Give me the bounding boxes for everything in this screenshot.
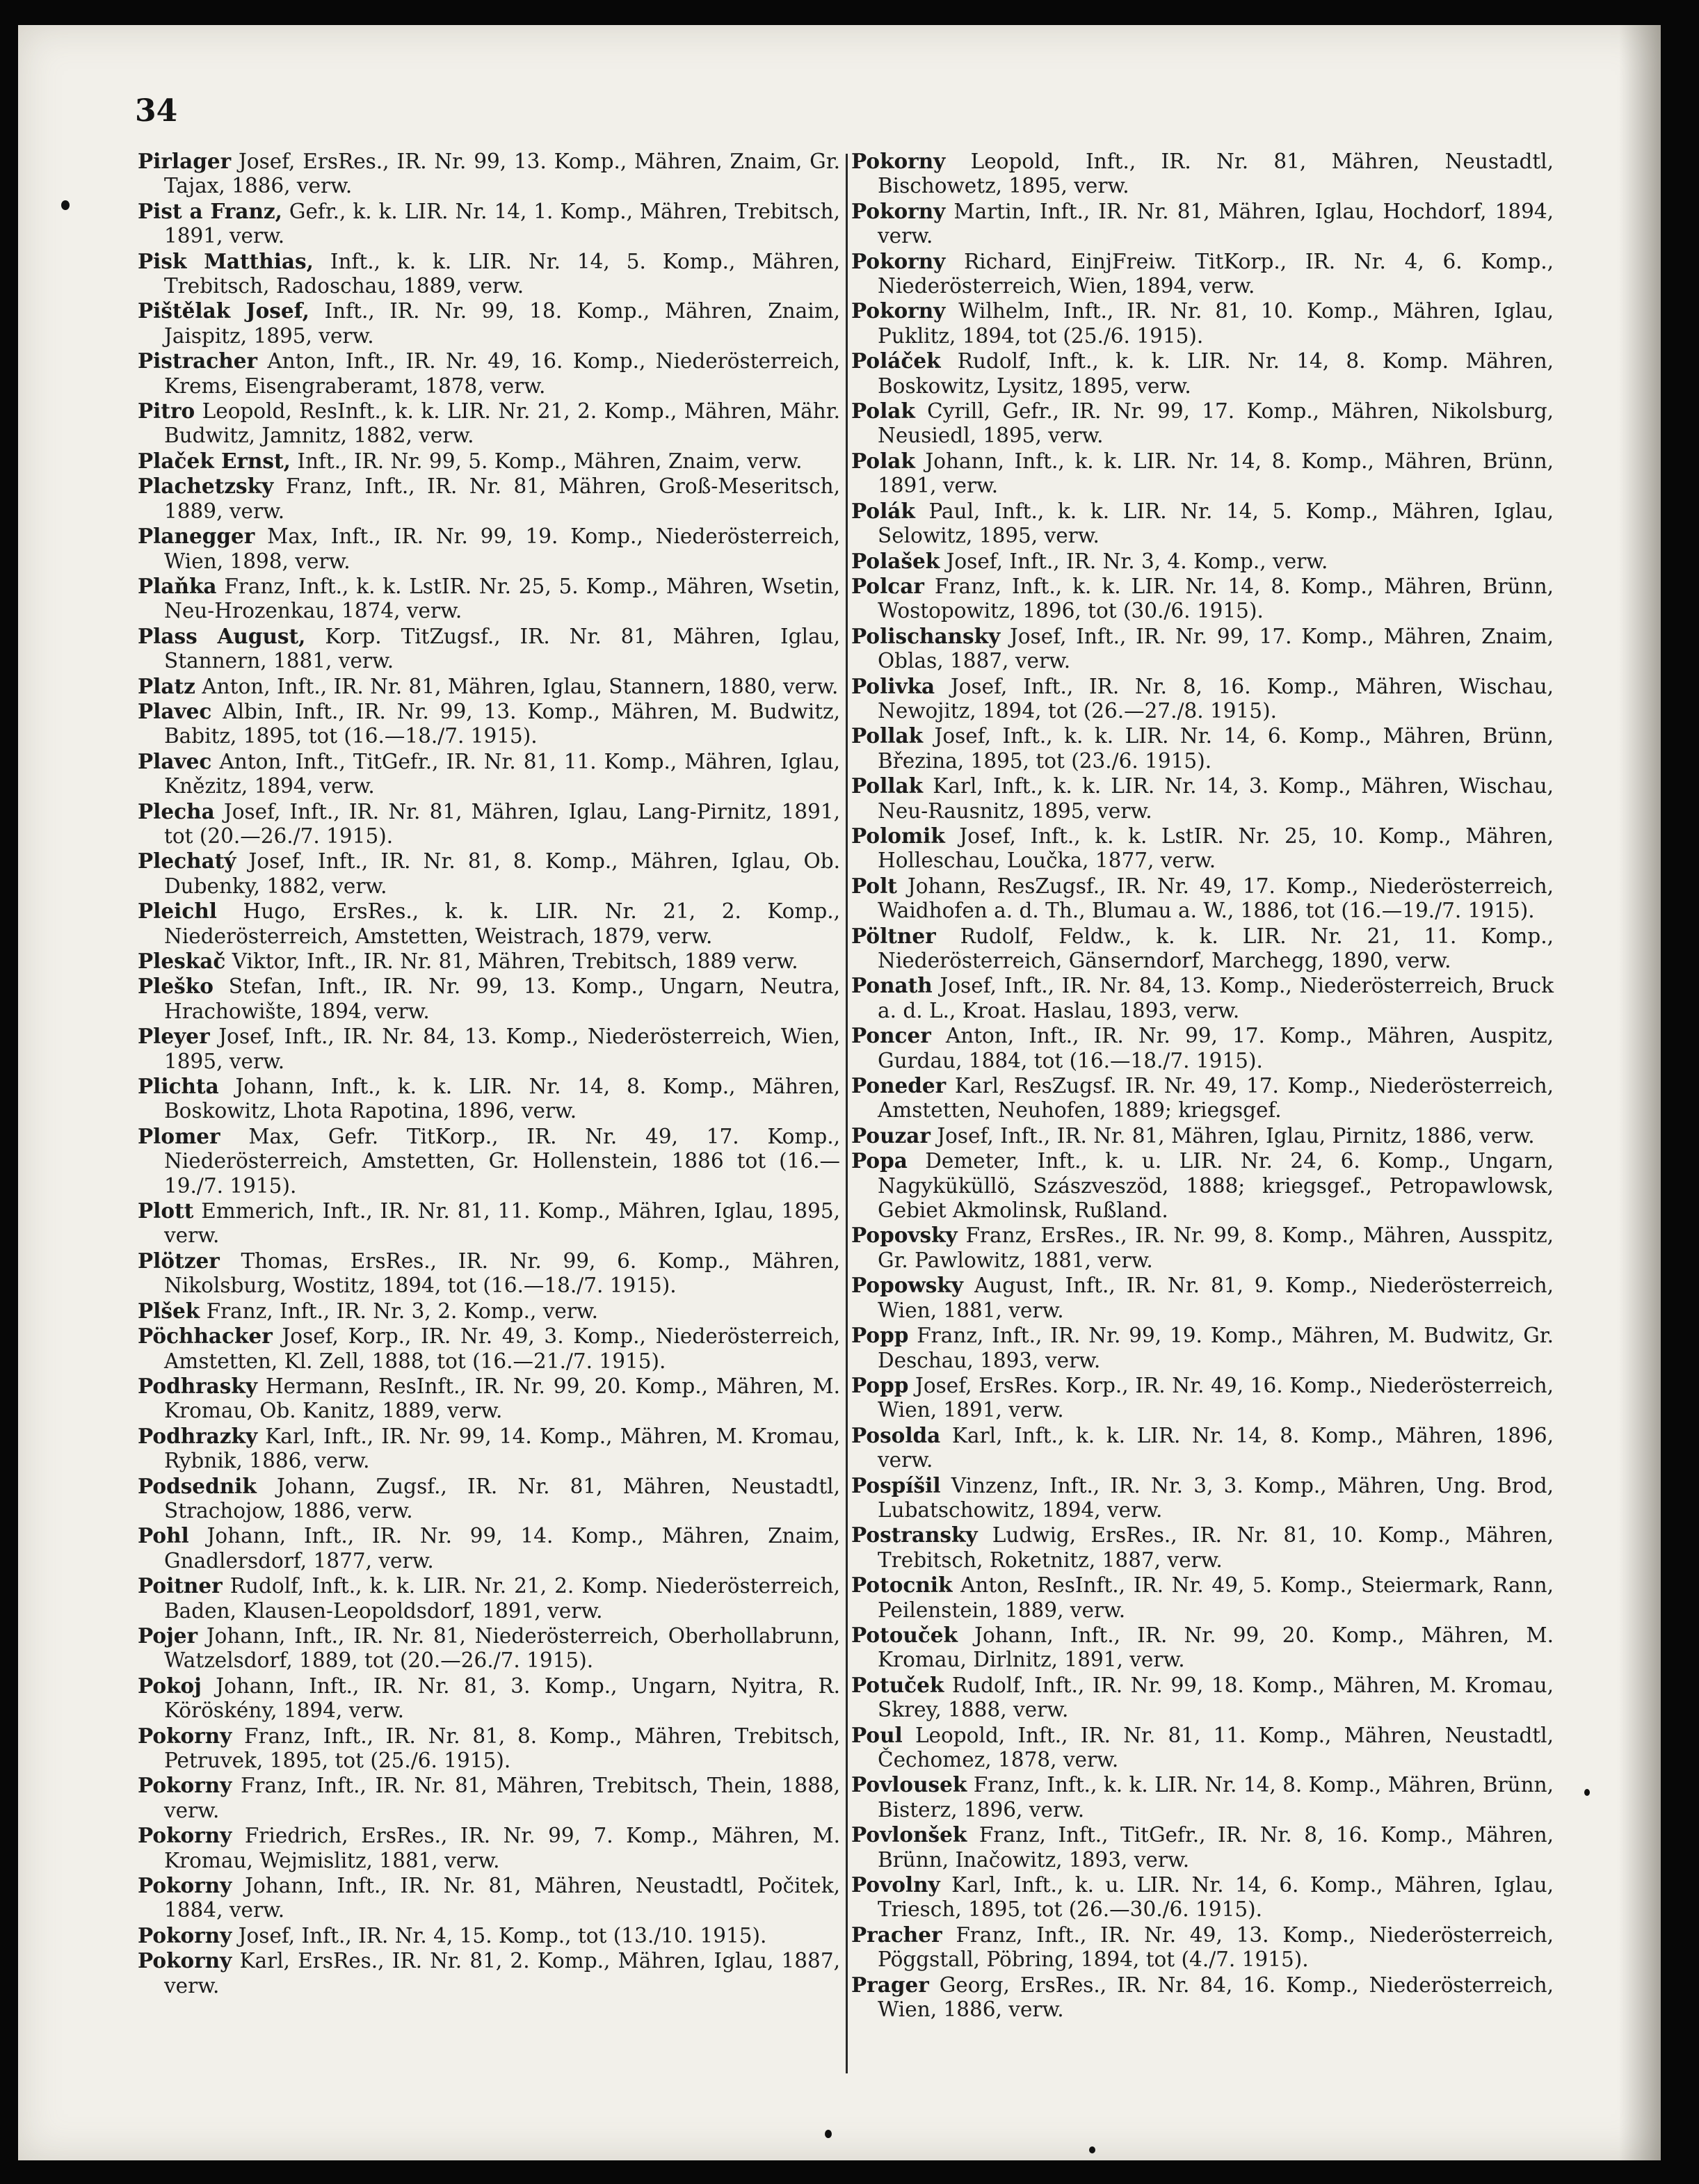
directory-entry	[138, 799, 840, 849]
entry-surname: Podsednik	[138, 1473, 257, 1498]
entry-surname: Potocnik	[851, 1573, 953, 1598]
directory-entry	[138, 974, 840, 1024]
entry-surname: Plavec	[138, 698, 212, 723]
directory-entry	[138, 849, 840, 899]
entry-details: Albin, Inft., IR. Nr. 99, 13. Komp., Mähren, M. Budwitz, Babitz, 1895, tot (16.—18./7. 1915).	[164, 699, 840, 748]
directory-entry	[138, 574, 840, 624]
directory-entry	[851, 574, 1554, 624]
entry-surname: Poul	[851, 1722, 903, 1747]
entry-surname: Plachetzsky	[138, 474, 274, 499]
directory-entry	[138, 1024, 840, 1074]
entry-surname: Pracher	[851, 1922, 942, 1947]
entry-details: Hermann, ResInft., IR. Nr. 99, 20. Komp., Mähren, M. Kromau, Ob. Kanitz, 1889, verw.	[164, 1374, 840, 1423]
directory-entry	[851, 1872, 1554, 1922]
entry-details: Franz, Inft., k. k. LstIR. Nr. 25, 5. Komp., Mähren, Wsetin, Neu-Hrozenkau, 1874, verw.	[164, 574, 840, 623]
entry-surname: Polak	[851, 399, 915, 424]
directory-entry	[851, 199, 1554, 249]
entry-details: Ludwig, ErsRes., IR. Nr. 81, 10. Komp., Mähren, Trebitsch, Roketnitz, 1887, verw.	[878, 1523, 1554, 1572]
entry-details: Josef, ErsRes. Korp., IR. Nr. 49, 16. Komp., Niederösterreich, Wien, 1891, verw.	[878, 1373, 1554, 1422]
directory-entry	[851, 1772, 1554, 1822]
entry-details: Franz, Inft., IR. Nr. 99, 19. Komp., Mähren, M. Budwitz, Gr. Deschau, 1893, verw.	[878, 1324, 1554, 1372]
entry-details: Anton, Inft., IR. Nr. 81, Mähren, Iglau, Stannern, 1880, verw.	[202, 674, 839, 698]
entry-surname: Pokorny	[138, 1873, 232, 1898]
entry-details: Richard, EinjFreiw. TitKorp., IR. Nr. 4, 6. Komp., Niederösterreich, Wien, 1894, verw.	[878, 249, 1554, 298]
entry-surname: Pirlager	[138, 149, 232, 173]
entry-surname: Pist a Franz,	[138, 198, 282, 223]
entry-surname: Polák	[851, 498, 915, 523]
entry-surname: Plomer	[138, 1123, 220, 1148]
directory-entry	[851, 249, 1554, 299]
entry-details: Johann, ResZugsf., IR. Nr. 49, 17. Komp., Niederösterreich, Waidhofen a. d. Th., Blumau a. W., 1886, tot (16.—19./7. 1915).	[878, 874, 1554, 923]
entry-details: Franz, Inft., k. k. LIR. Nr. 14, 8. Komp., Mähren, Brünn, Bisterz, 1896, verw.	[878, 1773, 1554, 1822]
entry-surname: Pleichl	[138, 899, 217, 924]
entry-surname: Polomik	[851, 823, 945, 848]
page-number: 34	[135, 93, 178, 129]
directory-entry	[138, 1523, 840, 1573]
directory-entry	[851, 399, 1554, 449]
directory-entry	[138, 524, 840, 574]
directory-entry	[138, 449, 840, 474]
entry-details: Martin, Inft., IR. Nr. 81, Mähren, Iglau, Hochdorf, 1894, verw.	[878, 199, 1554, 248]
entry-details: Karl, Inft., k. k. LIR. Nr. 14, 3. Komp., Mähren, Wischau, Neu-Rausnitz, 1895, verw.	[878, 774, 1554, 823]
ink-speck	[1584, 1789, 1590, 1796]
entry-details: Josef, Inft., IR. Nr. 4, 15. Komp., tot (13./10. 1915).	[238, 1923, 767, 1948]
entry-details: Johann, Inft., IR. Nr. 99, 20. Komp., Mähren, M. Kromau, Dirlnitz, 1891, verw.	[878, 1623, 1554, 1672]
entry-details: Franz, Inft., IR. Nr. 3, 2. Komp., verw.	[206, 1299, 599, 1323]
entry-surname: Posolda	[851, 1422, 941, 1447]
entry-surname: Pokorny	[138, 1823, 232, 1848]
entry-details: Johann, Inft., IR. Nr. 81, 3. Komp., Ungarn, Nyitra, R. Köröskény, 1894, verw.	[164, 1673, 840, 1723]
directory-entry	[851, 973, 1554, 1023]
entry-surname: Povlonšek	[851, 1822, 967, 1847]
entry-surname: Podhrazky	[138, 1423, 258, 1448]
entry-surname: Potuček	[851, 1672, 944, 1697]
directory-entry	[138, 1248, 840, 1299]
directory-entry	[138, 1623, 840, 1673]
entry-details: Inft., k. k. LIR. Nr. 14, 5. Komp., Mähren, Trebitsch, Radoschau, 1889, verw.	[164, 249, 840, 298]
entry-surname: Plichta	[138, 1074, 219, 1099]
directory-entry	[851, 723, 1554, 773]
entry-surname: Podhrasky	[138, 1373, 257, 1398]
directory-entry	[851, 1223, 1554, 1273]
entry-surname: Poitner	[138, 1573, 223, 1598]
directory-entry	[851, 1673, 1554, 1723]
entry-details: Karl, ResZugsf. IR. Nr. 49, 17. Komp., Niederösterreich, Amstetten, Neuhofen, 1889; kriegsgef.	[878, 1074, 1554, 1123]
directory-entry	[138, 1873, 840, 1923]
directory-entry	[851, 1573, 1554, 1623]
entry-surname: Pospíšil	[851, 1472, 941, 1498]
entry-surname: Potouček	[851, 1622, 958, 1647]
entry-details: Josef, Inft., IR. Nr. 84, 13. Komp., Niederösterreich, Bruck a. d. L., Kroat. Haslau, 1893, verw.	[878, 974, 1554, 1022]
entry-details: Franz, Inft., IR. Nr. 81, 8. Komp., Mähren, Trebitsch, Petruvek, 1895, tot (25./6. 1915).	[164, 1724, 840, 1772]
entry-details: Inft., IR. Nr. 99, 18. Komp., Mähren, Znaim, Jaispitz, 1895, verw.	[164, 299, 840, 348]
directory-entry	[138, 474, 840, 524]
entry-surname: Pollak	[851, 723, 924, 748]
directory-entry	[138, 1299, 840, 1324]
entry-surname: Pokorny	[851, 149, 946, 173]
directory-entry	[138, 899, 840, 949]
entry-details: Franz, Inft., k. k. LIR. Nr. 14, 8. Komp., Mähren, Brünn, Wostopowitz, 1896, tot (30./6. 1915).	[878, 574, 1554, 623]
entry-surname: Platz	[138, 673, 195, 698]
entry-details: Karl, Inft., k. k. LIR. Nr. 14, 8. Komp., Mähren, 1896, verw.	[878, 1423, 1554, 1472]
ink-speck	[825, 2130, 832, 2138]
entry-surname: Poláček	[851, 348, 941, 374]
entry-details: Karl, ErsRes., IR. Nr. 81, 2. Komp., Mähren, Iglau, 1887, verw.	[164, 1949, 840, 1998]
entry-surname: Plass August,	[138, 623, 306, 648]
directory-entry	[138, 1573, 840, 1623]
entry-surname: Polischansky	[851, 623, 1001, 648]
entry-details: Johann, Inft., IR. Nr. 81, Mähren, Neustadtl, Počitek, 1884, verw.	[164, 1874, 840, 1922]
directory-entry	[138, 1374, 840, 1424]
entry-surname: Poneder	[851, 1073, 947, 1098]
directory-entry	[851, 1523, 1554, 1573]
entry-details: Johann, Inft., k. k. LIR. Nr. 14, 8. Komp., Mähren, Boskowitz, Lhota Rapotina, 1896, verw.	[164, 1075, 840, 1123]
entry-details: Friedrich, ErsRes., IR. Nr. 99, 7. Komp., Mähren, M. Kromau, Wejmislitz, 1881, verw.	[164, 1824, 840, 1872]
entry-details: Rudolf, Inft., k. k. LIR. Nr. 14, 8. Komp. Mähren, Boskowitz, Lysitz, 1895, verw.	[878, 349, 1554, 398]
directory-entry	[138, 1673, 840, 1724]
entry-details: Johann, Zugsf., IR. Nr. 81, Mähren, Neustadtl, Strachojow, 1886, verw.	[164, 1474, 840, 1523]
directory-entry	[138, 1948, 840, 1998]
entry-surname: Popp	[851, 1372, 909, 1397]
entry-surname: Pištělak Josef,	[138, 298, 309, 323]
entry-surname: Pokorny	[138, 1948, 232, 1973]
entry-surname: Pleško	[138, 974, 214, 999]
directory-entry	[851, 624, 1554, 674]
entry-details: Vinzenz, Inft., IR. Nr. 3, 3. Komp., Mähren, Ung. Brod, Lubatschowitz, 1894, verw.	[878, 1473, 1554, 1522]
directory-entry	[138, 399, 840, 449]
directory-entry	[851, 1148, 1554, 1223]
entry-surname: Pisk Matthias,	[138, 248, 314, 273]
entry-surname: Popowsky	[851, 1273, 963, 1298]
entry-surname: Pöltner	[851, 923, 936, 948]
entry-details: Anton, Inft., IR. Nr. 49, 16. Komp., Niederösterreich, Krems, Eisengraberamt, 1878, verw.	[164, 349, 840, 398]
entry-surname: Pokorny	[138, 1723, 232, 1748]
entry-details: Viktor, Inft., IR. Nr. 81, Mähren, Trebitsch, 1889 verw.	[232, 949, 798, 973]
directory-entry	[138, 298, 840, 348]
entry-details: Johann, Inft., k. k. LIR. Nr. 14, 8. Komp., Mähren, Brünn, 1891, verw.	[878, 449, 1554, 498]
entry-details: Rudolf, Feldw., k. k. LIR. Nr. 21, 11. Komp., Niederösterreich, Gänserndorf, Marchegg, 1890, verw.	[878, 924, 1554, 972]
entry-surname: Prager	[851, 1972, 929, 1997]
entry-surname: Povolny	[851, 1872, 940, 1897]
directory-entry	[851, 924, 1554, 974]
entry-details: Demeter, Inft., k. u. LIR. Nr. 24, 6. Komp., Ungarn, Nagyküküllö, Szászveszöd, 1888; kriegsgef., Petropawlowsk, Gebiet Akmolinsk, Rußland.	[878, 1149, 1554, 1223]
entry-details: Stefan, Inft., IR. Nr. 99, 13. Komp., Ungarn, Neutra, Hrachowište, 1894, verw.	[164, 974, 840, 1023]
ink-speck	[1089, 2146, 1095, 2153]
entry-surname: Polašek	[851, 548, 940, 573]
directory-entry	[138, 949, 840, 974]
directory-entry	[851, 549, 1554, 574]
entry-surname: Pojer	[138, 1623, 198, 1648]
entry-surname: Popp	[851, 1323, 909, 1348]
entry-details: Karl, Inft., IR. Nr. 99, 14. Komp., Mähren, M. Kromau, Rybnik, 1886, verw.	[164, 1424, 840, 1473]
directory-entry	[851, 1323, 1554, 1373]
entry-details: Emmerich, Inft., IR. Nr. 81, 11. Komp., Mähren, Iglau, 1895, verw.	[164, 1199, 840, 1248]
entry-surname: Pouzar	[851, 1123, 931, 1148]
directory-entry	[851, 1123, 1554, 1148]
directory-entry	[851, 1373, 1554, 1423]
directory-entry	[138, 348, 840, 399]
entry-surname: Poncer	[851, 1023, 931, 1048]
directory-entry	[138, 1474, 840, 1524]
entry-surname: Povlousek	[851, 1772, 967, 1797]
entry-surname: Ponath	[851, 973, 933, 998]
directory-entry	[138, 249, 840, 299]
directory-entry	[851, 499, 1554, 549]
directory-entry	[138, 699, 840, 749]
entry-surname: Pokoj	[138, 1673, 202, 1698]
entry-details: Franz, ErsRes., IR. Nr. 99, 8. Komp., Mähren, Ausspitz, Gr. Pawlowitz, 1881, verw.	[878, 1223, 1554, 1272]
entry-surname: Plott	[138, 1198, 194, 1223]
entry-surname: Pokorny	[851, 198, 946, 223]
entry-details: Paul, Inft., k. k. LIR. Nr. 14, 5. Komp., Mähren, Iglau, Selowitz, 1895, verw.	[878, 499, 1554, 548]
directory-entry	[851, 1273, 1554, 1323]
entry-surname: Postransky	[851, 1523, 978, 1548]
entry-surname: Polivka	[851, 673, 935, 698]
entry-surname: Polcar	[851, 573, 924, 598]
entry-surname: Pollak	[851, 773, 924, 798]
directory-entry	[851, 674, 1554, 724]
entry-surname: Pleskač	[138, 949, 226, 973]
entry-details: Josef, Inft., k. k. LstIR. Nr. 25, 10. Komp., Mähren, Holleschau, Loučka, 1877, verw.	[878, 824, 1554, 873]
entry-surname: Polt	[851, 873, 897, 898]
directory-entry	[851, 773, 1554, 824]
directory-entry	[851, 1023, 1554, 1073]
entry-details: Gefr., k. k. LIR. Nr. 14, 1. Komp., Mähren, Trebitsch, 1891, verw.	[164, 199, 840, 248]
directory-entry	[138, 1823, 840, 1873]
entry-surname: Pistracher	[138, 348, 258, 374]
entry-surname: Planegger	[138, 524, 255, 549]
directory-entry	[851, 1623, 1554, 1673]
directory-entry	[138, 1923, 840, 1948]
page-edge-shadow	[1619, 25, 1661, 2160]
entry-details: Franz, Inft., IR. Nr. 81, Mähren, Groß-Meseritsch, 1889, verw.	[164, 474, 840, 523]
entry-surname: Pokorny	[138, 1922, 232, 1948]
directory-entry	[851, 1973, 1554, 2023]
entry-surname: Pokorny	[851, 298, 946, 323]
entry-details: August, Inft., IR. Nr. 81, 9. Komp., Niederösterreich, Wien, 1881, verw.	[878, 1274, 1554, 1322]
entry-surname: Pokorny	[138, 1773, 232, 1798]
entry-details: Josef, ErsRes., IR. Nr. 99, 13. Komp., Mähren, Znaim, Gr. Tajax, 1886, verw.	[164, 150, 840, 198]
document-page	[18, 25, 1661, 2160]
entry-surname: Plaček Ernst,	[138, 448, 291, 473]
entry-surname: Polak	[851, 448, 915, 473]
directory-entry	[851, 874, 1554, 924]
entry-details: Anton, ResInft., IR. Nr. 49, 5. Komp., Steiermark, Rann, Peilenstein, 1889, verw.	[878, 1573, 1554, 1622]
entry-details: Korp. TitZugsf., IR. Nr. 81, Mähren, Iglau, Stannern, 1881, verw.	[164, 624, 840, 673]
entry-details: Franz, Inft., IR. Nr. 81, Mähren, Trebitsch, Thein, 1888, verw.	[164, 1774, 840, 1822]
entry-details: Josef, Inft., IR. Nr. 84, 13. Komp., Niederösterreich, Wien, 1895, verw.	[164, 1025, 840, 1073]
directory-entry	[138, 674, 840, 699]
directory-entry	[138, 199, 840, 249]
directory-entry	[138, 1773, 840, 1823]
directory-entry	[138, 1074, 840, 1124]
entry-details: Georg, ErsRes., IR. Nr. 84, 16. Komp., Niederösterreich, Wien, 1886, verw.	[878, 1973, 1554, 2022]
directory-entry	[138, 1198, 840, 1248]
entry-surname: Pöchhacker	[138, 1324, 273, 1349]
entry-surname: Plšek	[138, 1298, 200, 1323]
directory-entry	[138, 1124, 840, 1198]
entry-details: Wilhelm, Inft., IR. Nr. 81, 10. Komp., Mähren, Iglau, Puklitz, 1894, tot (25./6. 1915).	[878, 299, 1554, 348]
directory-entry	[851, 449, 1554, 499]
left-column	[138, 149, 840, 1998]
directory-entry	[138, 624, 840, 674]
directory-entry	[138, 749, 840, 799]
entry-details: Karl, Inft., k. u. LIR. Nr. 14, 6. Komp., Mähren, Iglau, Triesch, 1895, tot (26.—30./6. 1915).	[878, 1873, 1554, 1922]
entry-details: Josef, Korp., IR. Nr. 49, 3. Komp., Niederösterreich, Amstetten, Kl. Zell, 1888, tot (16.—21./7. 1915).	[164, 1324, 840, 1373]
directory-entry	[138, 1724, 840, 1774]
entry-details: Josef, Inft., IR. Nr. 81, Mähren, Iglau, Pirnitz, 1886, verw.	[937, 1123, 1535, 1148]
entry-surname: Popa	[851, 1148, 908, 1173]
entry-details: Max, Inft., IR. Nr. 99, 19. Komp., Niederösterreich, Wien, 1898, verw.	[164, 524, 840, 573]
directory-entry	[851, 1073, 1554, 1123]
entry-details: Leopold, Inft., IR. Nr. 81, Mähren, Neustadtl, Bischowetz, 1895, verw.	[878, 150, 1554, 198]
entry-details: Rudolf, Inft., k. k. LIR. Nr. 21, 2. Komp. Niederösterreich, Baden, Klausen-Leopoldsdorf, 1891, verw.	[164, 1574, 840, 1623]
directory-entry	[851, 1822, 1554, 1872]
directory-entry	[851, 348, 1554, 399]
directory-entry	[851, 298, 1554, 348]
directory-entry	[851, 1423, 1554, 1473]
entry-details: Josef, Inft., IR. Nr. 3, 4. Komp., verw.	[946, 549, 1328, 573]
entry-details: Hugo, ErsRes., k. k. LIR. Nr. 21, 2. Komp., Niederösterreich, Amstetten, Weistrach, 1879, verw.	[164, 899, 840, 948]
entry-surname: Pleyer	[138, 1024, 210, 1049]
entry-details: Anton, Inft., IR. Nr. 99, 17. Komp., Mähren, Auspitz, Gurdau, 1884, tot (16.—18./7. 1915).	[878, 1024, 1554, 1073]
entry-surname: Plaňka	[138, 573, 217, 598]
entry-details: Franz, Inft., TitGefr., IR. Nr. 8, 16. Komp., Mähren, Brünn, Inačowitz, 1893, verw.	[878, 1823, 1554, 1872]
entry-surname: Plechatý	[138, 849, 236, 874]
directory-entry	[851, 1922, 1554, 1973]
entry-details: Leopold, Inft., IR. Nr. 81, 11. Komp., Mähren, Neustadtl, Čechomez, 1878, verw.	[878, 1723, 1554, 1772]
entry-details: Josef, Inft., IR. Nr. 99, 17. Komp., Mähren, Znaim, Oblas, 1887, verw.	[878, 624, 1554, 673]
entry-details: Leopold, ResInft., k. k. LIR. Nr. 21, 2. Komp., Mähren, Mähr. Budwitz, Jamnitz, 1882, verw.	[164, 399, 840, 448]
directory-entry	[138, 1424, 840, 1474]
entry-surname: Pohl	[138, 1523, 189, 1548]
entry-details: Anton, Inft., TitGefr., IR. Nr. 81, 11. Komp., Mähren, Iglau, Knězitz, 1894, verw.	[164, 749, 840, 798]
entry-details: Inft., IR. Nr. 99, 5. Komp., Mähren, Znaim, verw.	[297, 449, 803, 473]
entry-details: Josef, Inft., IR. Nr. 81, 8. Komp., Mähren, Iglau, Ob. Dubenky, 1882, verw.	[164, 849, 840, 898]
entry-surname: Plavec	[138, 748, 212, 773]
entry-details: Rudolf, Inft., IR. Nr. 99, 18. Komp., Mähren, M. Kromau, Skrey, 1888, verw.	[878, 1673, 1554, 1722]
entry-details: Josef, Inft., IR. Nr. 8, 16. Komp., Mähren, Wischau, Newojitz, 1894, tot (26.—27./8. 1915).	[878, 674, 1554, 723]
entry-details: Thomas, ErsRes., IR. Nr. 99, 6. Komp., Mähren, Nikolsburg, Wostitz, 1894, tot (16.—18./7. 1915).	[164, 1248, 840, 1298]
directory-entry	[851, 149, 1554, 199]
entry-details: Johann, Inft., IR. Nr. 99, 14. Komp., Mähren, Znaim, Gnadlersdorf, 1877, verw.	[164, 1524, 840, 1573]
entry-details: Cyrill, Gefr., IR. Nr. 99, 17. Komp., Mähren, Nikolsburg, Neusiedl, 1895, verw.	[878, 399, 1554, 448]
entry-details: Josef, Inft., IR. Nr. 81, Mähren, Iglau, Lang-Pirnitz, 1891, tot (20.—26./7. 1915).	[164, 799, 840, 848]
directory-entry	[851, 1473, 1554, 1523]
entry-details: Franz, Inft., IR. Nr. 49, 13. Komp., Niederösterreich, Pöggstall, Pöbring, 1894, tot (4./7. 1915).	[878, 1922, 1554, 1972]
entry-surname: Pitro	[138, 399, 195, 424]
directory-entry	[851, 1723, 1554, 1773]
entry-surname: Popovsky	[851, 1223, 958, 1248]
entry-surname: Pokorny	[851, 248, 946, 273]
entry-surname: Plötzer	[138, 1248, 220, 1273]
entry-surname: Plecha	[138, 798, 215, 824]
column-divider	[846, 154, 848, 2073]
directory-entry	[138, 1324, 840, 1374]
right-column	[851, 149, 1554, 2022]
ink-speck	[61, 200, 70, 210]
directory-entry	[138, 149, 840, 199]
entry-details: Johann, Inft., IR. Nr. 81, Niederösterreich, Oberhollabrunn, Watzelsdorf, 1889, tot (20.—26./7. 1915).	[164, 1623, 840, 1673]
entry-details: Josef, Inft., k. k. LIR. Nr. 14, 6. Komp., Mähren, Brünn, Březina, 1895, tot (23./6. 1915).	[878, 724, 1554, 773]
entry-details: Max, Gefr. TitKorp., IR. Nr. 49, 17. Komp., Niederösterreich, Amstetten, Gr. Hollenstein, 1886 tot (16.—19./7. 1915).	[164, 1124, 840, 1198]
directory-entry	[851, 824, 1554, 874]
